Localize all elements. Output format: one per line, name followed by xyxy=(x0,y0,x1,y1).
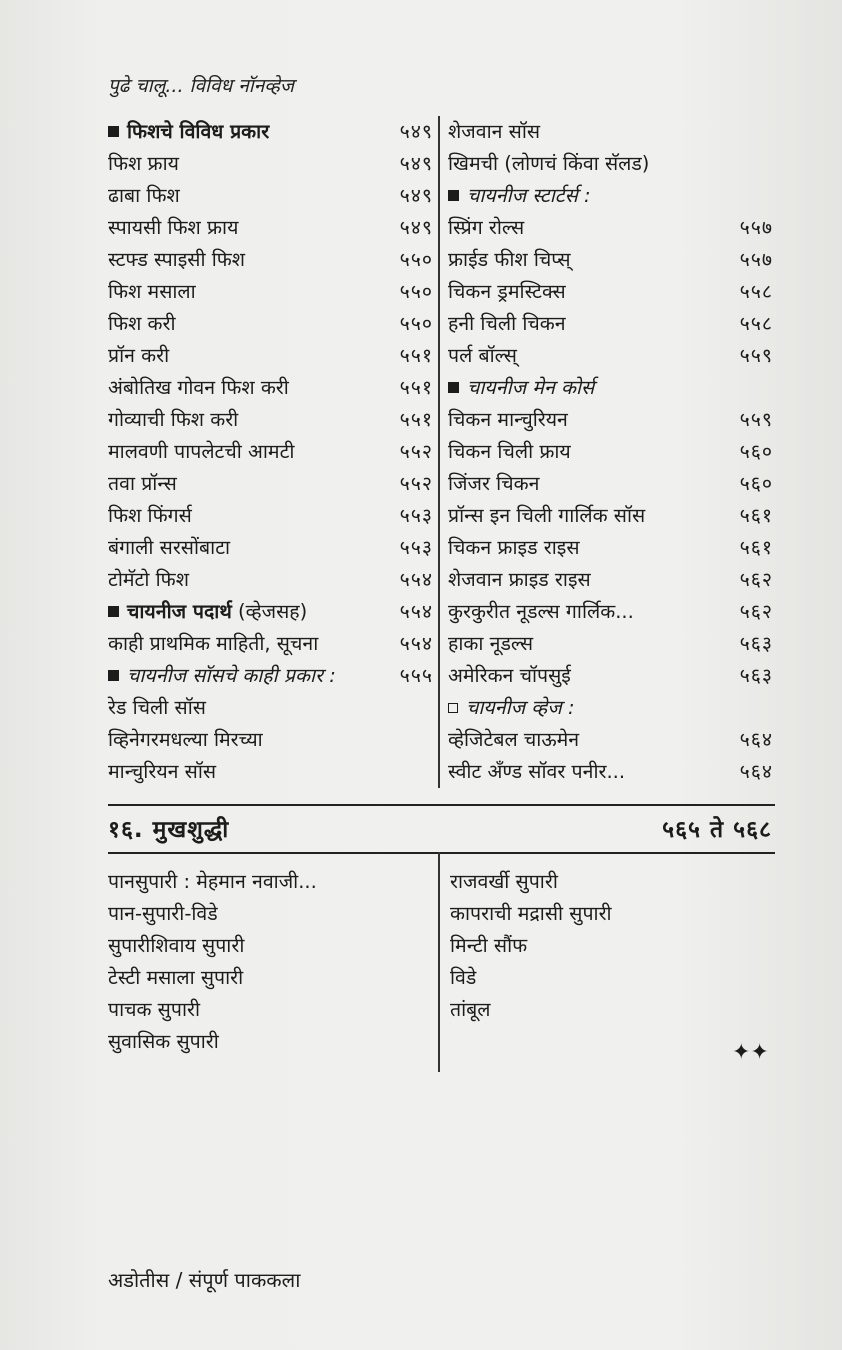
toc-entry[interactable]: व्हिनेगरमधल्या मिरच्या xyxy=(108,728,263,751)
toc-entry[interactable]: फिश फ्राय ५४९ xyxy=(108,148,433,180)
hollow-square-icon xyxy=(448,703,458,713)
running-head: पुढे चालू... विविध नॉनव्हेज xyxy=(108,75,294,97)
toc-entry[interactable]: फिश मसाला ५५० xyxy=(108,276,433,308)
chapter-left-column xyxy=(108,866,433,1058)
toc-entry[interactable]: टेस्टी मसाला सुपारी xyxy=(108,966,244,989)
page-number: ५५७ xyxy=(739,216,773,239)
toc-entry[interactable]: शेजवान सॉस xyxy=(448,120,541,143)
toc-right-column xyxy=(448,116,773,788)
square-bullet-icon xyxy=(108,670,119,681)
toc-entry[interactable]: पाचक सुपारी xyxy=(108,998,201,1021)
toc-entry[interactable]: व्हेजिटेबल चाऊमेन ५६४ xyxy=(448,724,773,756)
star-ornament-icon: ✦✦ xyxy=(732,1040,769,1065)
page-number: ५५९ xyxy=(739,344,773,367)
toc-entry[interactable]: पर्ल बॉल्स् ५५९ xyxy=(448,340,773,372)
square-bullet-icon xyxy=(448,190,459,201)
toc-entry[interactable]: चायनीज पदार्थ (व्हेजसह) ५५४ xyxy=(108,596,433,628)
page-number: ५६२ xyxy=(739,568,773,591)
toc-entry[interactable]: टोमॅटो फिश ५५४ xyxy=(108,564,433,596)
page-number: ५६३ xyxy=(739,664,773,687)
square-bullet-icon xyxy=(108,126,119,137)
page-number: ५५४ xyxy=(399,568,433,591)
section-rule-bottom xyxy=(108,852,775,854)
toc-entry[interactable]: जिंजर चिकन ५६० xyxy=(448,468,773,500)
page-number: ५४९ xyxy=(399,152,433,175)
page-number: ५५८ xyxy=(739,312,773,335)
page-number: ५४९ xyxy=(399,216,433,239)
toc-entry[interactable]: तवा प्रॉन्स ५५२ xyxy=(108,468,433,500)
toc-entry[interactable]: कुरकुरीत नूडल्स गार्लिक... ५६२ xyxy=(448,596,773,628)
toc-entry[interactable]: गोव्याची फिश करी ५५१ xyxy=(108,404,433,436)
page-number: ५५९ xyxy=(739,408,773,431)
toc-entry[interactable]: कापराची मद्रासी सुपारी xyxy=(450,902,612,925)
page-number: ५५१ xyxy=(399,376,433,399)
toc-entry[interactable]: विडे xyxy=(450,966,477,989)
column-divider xyxy=(438,852,440,1072)
toc-entry[interactable]: चायनीज मेन कोर्स xyxy=(448,372,773,404)
toc-entry[interactable]: शेजवान फ्राइड राइस ५६२ xyxy=(448,564,773,596)
toc-entry[interactable]: चिकन फ्राइड राइस ५६१ xyxy=(448,532,773,564)
page-number: ५६१ xyxy=(739,536,773,559)
page-number: ५५४ xyxy=(399,600,433,623)
toc-entry[interactable]: चायनीज सॉसचे काही प्रकार : ५५५ xyxy=(108,660,433,692)
toc-entry[interactable]: प्रॉन करी ५५१ xyxy=(108,340,433,372)
toc-entry[interactable]: रेड चिली सॉस xyxy=(108,696,206,719)
page-number: ५५३ xyxy=(399,504,433,527)
section-rule-top xyxy=(108,804,775,806)
page-number: ५५८ xyxy=(739,280,773,303)
toc-entry[interactable]: स्वीट अँण्ड सॉवर पनीर... ५६४ xyxy=(448,756,773,788)
toc-entry[interactable]: बंगाली सरसोंबाटा ५५३ xyxy=(108,532,433,564)
toc-entry[interactable]: फिश फिंगर्स ५५३ xyxy=(108,500,433,532)
page-number: ५५१ xyxy=(399,344,433,367)
toc-entry[interactable]: चायनीज स्टार्टर्स : xyxy=(448,180,773,212)
page-number: ५५० xyxy=(399,248,433,271)
toc-entry[interactable]: स्प्रिंग रोल्स ५५७ xyxy=(448,212,773,244)
page-number: ५६३ xyxy=(739,632,773,655)
chapter-title[interactable]: १६. मुखशुद्धी xyxy=(108,817,230,843)
page-number: ५५१ xyxy=(399,408,433,431)
page-number: ५६२ xyxy=(739,600,773,623)
toc-entry[interactable]: चायनीज व्हेज : xyxy=(448,692,773,724)
toc-entry[interactable]: चिकन मान्चुरियन ५५९ xyxy=(448,404,773,436)
toc-entry[interactable]: राजवर्खी सुपारी xyxy=(450,870,558,893)
square-bullet-icon xyxy=(108,606,119,617)
page-number: ५५० xyxy=(399,280,433,303)
page-number: ५४९ xyxy=(399,184,433,207)
toc-entry[interactable]: तांबूल xyxy=(450,998,491,1021)
toc-entry[interactable]: अमेरिकन चॉपसुई ५६३ xyxy=(448,660,773,692)
toc-entry[interactable]: पान-सुपारी-विडे xyxy=(108,902,218,925)
toc-entry[interactable]: फिशचे विविध प्रकार ५४९ xyxy=(108,116,433,148)
toc-entry[interactable]: पानसुपारी : मेहमान नवाजी... xyxy=(108,870,317,893)
page-number: ५४९ xyxy=(399,120,433,143)
page-number: ५५३ xyxy=(399,536,433,559)
toc-entry[interactable]: हनी चिली चिकन ५५८ xyxy=(448,308,773,340)
toc-entry[interactable]: मालवणी पापलेटची आमटी ५५२ xyxy=(108,436,433,468)
page-number: ५५४ xyxy=(399,632,433,655)
page-number: ५६० xyxy=(739,440,773,463)
toc-entry[interactable]: फ्राईड फीश चिप्स् ५५७ xyxy=(448,244,773,276)
toc-entry[interactable]: हाका नूडल्स ५६३ xyxy=(448,628,773,660)
chapter-page-range: ५६५ ते ५६८ xyxy=(662,817,772,843)
toc-left-column xyxy=(108,116,433,788)
page-number: ५६४ xyxy=(739,760,773,783)
toc-entry[interactable]: मिन्टी सौंफ xyxy=(450,934,528,957)
toc-entry[interactable]: प्रॉन्स इन चिली गार्लिक सॉस ५६१ xyxy=(448,500,773,532)
page-number: ५५७ xyxy=(739,248,773,271)
toc-entry[interactable]: सुवासिक सुपारी xyxy=(108,1030,219,1053)
toc-entry[interactable]: काही प्राथमिक माहिती, सूचना ५५४ xyxy=(108,628,433,660)
toc-entry[interactable]: स्टफ्ड स्पाइसी फिश ५५० xyxy=(108,244,433,276)
toc-entry[interactable]: स्पायसी फिश फ्राय ५४९ xyxy=(108,212,433,244)
toc-entry[interactable]: अंबोतिख गोवन फिश करी ५५१ xyxy=(108,372,433,404)
page-footer: अडोतीस / संपूर्ण पाककला xyxy=(108,1268,301,1292)
page-number: ५५० xyxy=(399,312,433,335)
toc-entry[interactable]: फिश करी ५५० xyxy=(108,308,433,340)
toc-entry[interactable]: ढाबा फिश ५४९ xyxy=(108,180,433,212)
toc-entry[interactable]: सुपारीशिवाय सुपारी xyxy=(108,934,245,957)
toc-entry[interactable]: खिमची (लोणचं किंवा सॅलड) xyxy=(448,152,650,175)
page-number: ५५२ xyxy=(399,472,433,495)
page-number: ५६४ xyxy=(739,728,773,751)
page-number: ५५५ xyxy=(399,664,433,687)
square-bullet-icon xyxy=(448,382,459,393)
toc-entry[interactable]: चिकन चिली फ्राय ५६० xyxy=(448,436,773,468)
toc-entry[interactable]: चिकन ड्रमस्टिक्स ५५८ xyxy=(448,276,773,308)
column-divider xyxy=(438,116,440,788)
page-number: ५५२ xyxy=(399,440,433,463)
toc-entry[interactable]: मान्चुरियन सॉस xyxy=(108,760,217,783)
chapter-right-column xyxy=(450,866,770,1026)
page-number: ५६० xyxy=(739,472,773,495)
page-number: ५६१ xyxy=(739,504,773,527)
